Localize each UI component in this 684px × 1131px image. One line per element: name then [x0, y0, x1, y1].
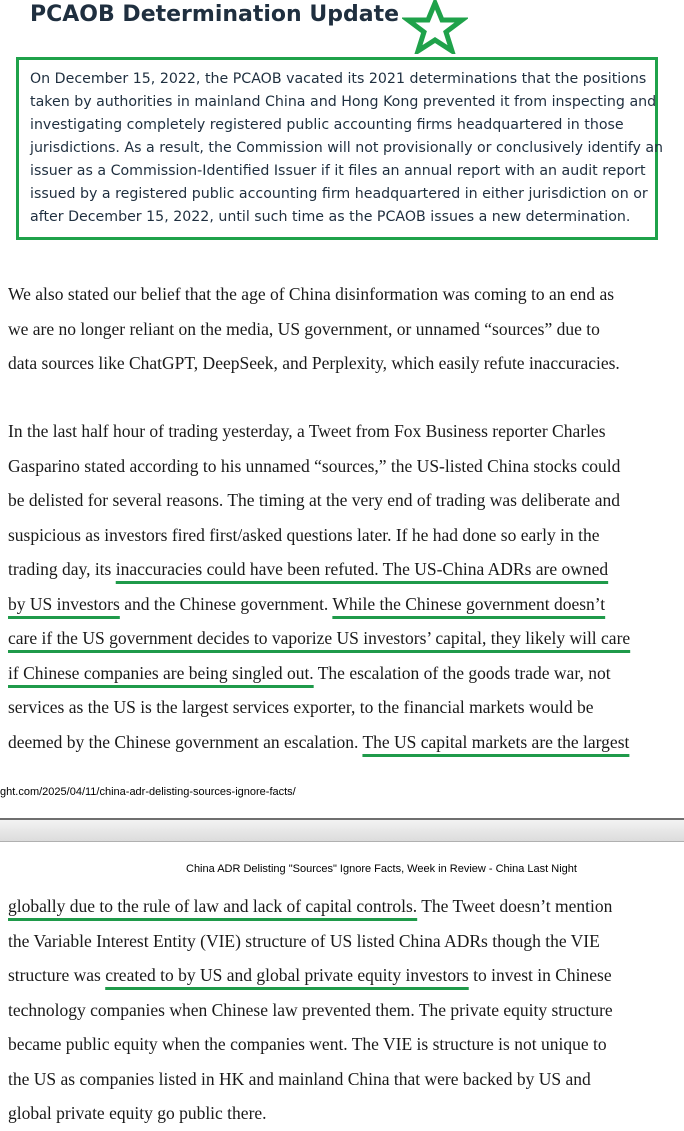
paragraph-line [8, 656, 630, 691]
paragraph-line [8, 725, 630, 760]
text-span: to invest in Chinese [468, 965, 612, 985]
paragraph-tweet [8, 414, 630, 759]
paragraph-disinformation [8, 277, 620, 381]
paragraph-line: global private equity go public there. [8, 1103, 267, 1123]
text-span: structure was [8, 965, 106, 985]
text-span: and the Chinese government. [119, 593, 333, 614]
page-break-divider [0, 818, 684, 842]
paragraph-line: the Variable Interest Entity (VIE) structure of US listed China ADRs though the VIE [8, 930, 600, 951]
statement-line: issuer as a Commission-Identified Issuer if it files an annual report with an audit report [30, 163, 646, 179]
underlined-text: The US capital markets are the largest [362, 731, 630, 752]
paragraph-line: In the last half hour of trading yesterday, a Tweet from Fox Business reporter Charles [8, 421, 606, 441]
footer-url: ght.com/2025/04/11/china-adr-delisting-sources-ignore-facts/ [0, 786, 296, 798]
paragraph-line [8, 587, 630, 622]
text-span: The escalation of the goods trade war, not [313, 662, 611, 683]
underlined-text: by US investors [8, 593, 120, 614]
text-span: deemed by the Chinese government an escalation. [8, 731, 363, 752]
underlined-text: inaccuracies could have been refuted. The US-China ADRs are owned [115, 559, 609, 579]
paragraph-line: We also stated our belief that the age of China disinformation was coming to an end as [8, 284, 615, 304]
paragraph-line: technology companies when Chinese law prevented them. The private equity structure [8, 999, 613, 1020]
statement-line: after December 15, 2022, until such time as the PCAOB issues a new determination. [30, 209, 631, 225]
text-span: trading day, its [8, 559, 116, 579]
page-title: PCAOB Determination Update [30, 2, 400, 27]
underlined-text: care if the US government decides to vaporize US investors’ capital, they likely will care [8, 628, 631, 648]
text-span: The Tweet doesn’t mention [417, 896, 613, 916]
statement-line: taken by authorities in mainland China and Hong Kong prevented it from inspecting and [30, 94, 657, 110]
underlined-text: globally due to the rule of law and lack of capital controls. [8, 896, 418, 916]
statement-line: investigating completely registered public accounting firms headquartered in those [30, 117, 624, 133]
paragraph-line: we are no longer reliant on the media, US government, or unnamed “sources” due to [8, 318, 600, 339]
paragraph-line: became public equity when the companies went. The VIE is structure is not unique to [8, 1034, 607, 1054]
underlined-text: created to by US and global private equity investors [105, 965, 469, 985]
underlined-text: if Chinese companies are being singled out. [8, 662, 314, 683]
paragraph-vie [8, 889, 613, 1131]
paragraph-line: the US as companies listed in HK and mainland China that were backed by US and [8, 1068, 591, 1089]
paragraph-line: data sources like ChatGPT, DeepSeek, and Perplexity, which easily refute inaccuracies. [8, 353, 620, 373]
paragraph-line [8, 889, 613, 924]
statement-line: On December 15, 2022, the PCAOB vacated its 2021 determinations that the positions [30, 71, 647, 87]
paragraph-line: suspicious as investors fired first/asked questions later. If he had done so early in the [8, 524, 600, 545]
paragraph-line [8, 552, 630, 587]
statement-line: issued by a registered public accounting firm headquartered in either jurisdiction on or [30, 186, 648, 202]
paragraph-line [8, 958, 613, 993]
paragraph-line: be delisted for several reasons. The timing at the very end of trading was deliberate and [8, 490, 620, 510]
print-page-header: China ADR Delisting "Sources" Ignore Facts, Week in Review - China Last Night [186, 863, 577, 875]
underlined-text: While the Chinese government doesn’t [332, 593, 606, 614]
paragraph-line: services as the US is the largest services exporter, to the financial markets would be [8, 697, 594, 717]
paragraph-line: Gasparino stated according to his unnamed “sources,” the US-listed China stocks could [8, 455, 621, 476]
star-outline-icon [402, 0, 468, 54]
paragraph-line [8, 621, 630, 656]
statement-line: jurisdictions. As a result, the Commission will not provisionally or conclusively identify an [30, 140, 664, 156]
pcaob-statement [30, 68, 664, 229]
